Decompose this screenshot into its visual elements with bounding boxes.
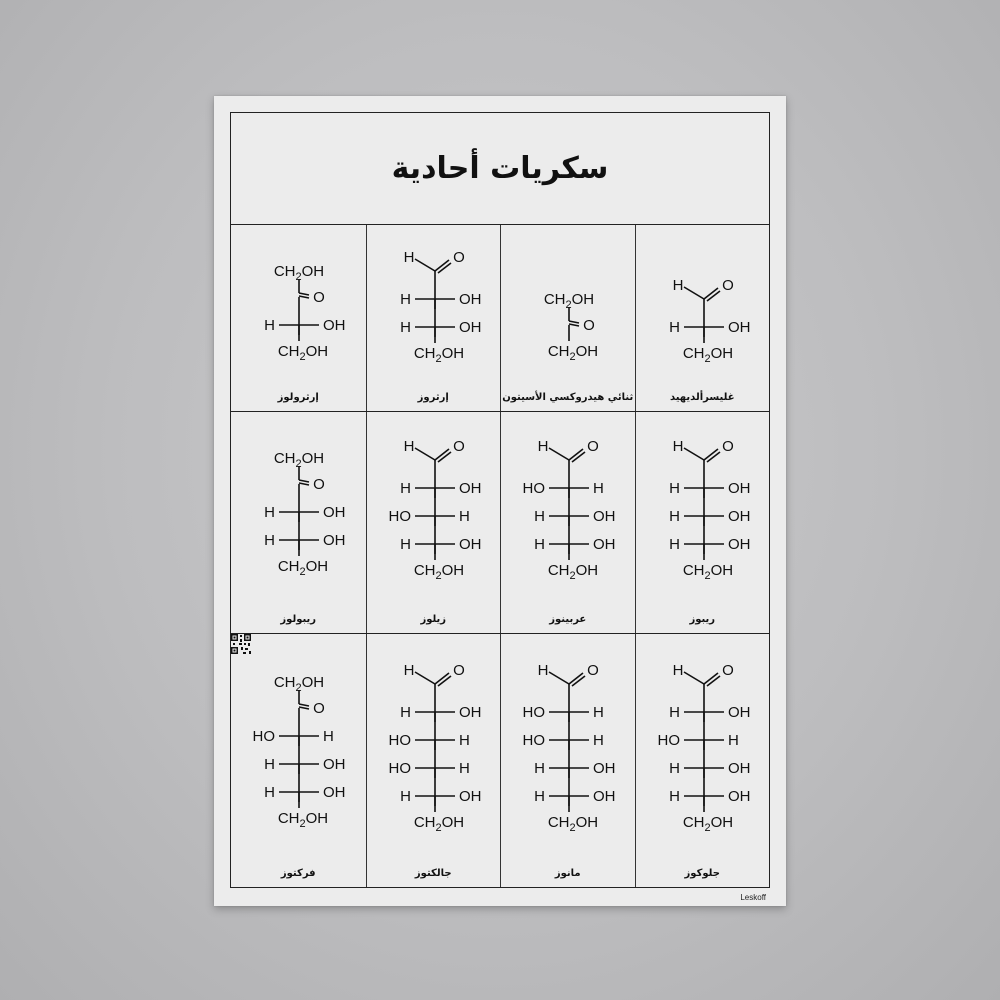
right-substituent-label: OH xyxy=(593,760,616,777)
left-substituent-label: H xyxy=(399,704,411,721)
keto-bond xyxy=(569,321,579,323)
fischer-projection xyxy=(636,225,771,411)
left-substituent-label: H xyxy=(668,536,680,553)
left-substituent-label: HO xyxy=(522,732,545,749)
right-substituent-label: OH xyxy=(727,788,750,805)
aldehyde-bond xyxy=(684,672,704,684)
right-substituent-label: OH xyxy=(323,784,346,801)
right-substituent-label: OH xyxy=(458,536,481,553)
molecule-name: جلوكوز xyxy=(684,868,720,879)
ch2oh-bottom-label: $CH_2OH$ xyxy=(547,814,599,834)
right-substituent-label: OH xyxy=(727,536,750,553)
fischer-projection xyxy=(501,412,636,633)
aldehyde-bond xyxy=(415,672,435,684)
left-substituent-label: H xyxy=(534,536,545,553)
left-substituent-label: H xyxy=(264,784,275,801)
cell-galactose xyxy=(366,634,501,887)
keto-double-bond xyxy=(299,296,309,298)
left-substituent-label: H xyxy=(264,504,275,521)
cell-mannose xyxy=(500,634,635,887)
molecule-name: إرثروز xyxy=(417,392,449,403)
ch2oh-bottom-label: $CH_2OH$ xyxy=(682,562,733,582)
right-substituent-label: OH xyxy=(593,788,616,805)
ch2oh-top-label: $CH_2OH$ xyxy=(543,291,595,311)
right-substituent-label: OH xyxy=(593,536,616,553)
right-substituent-label: OH xyxy=(458,704,481,721)
brand-logo-text: Leskoff xyxy=(740,893,766,902)
left-substituent-label: H xyxy=(264,317,275,334)
molecule-name: جالكتوز xyxy=(414,868,452,879)
fischer-projection xyxy=(231,634,366,887)
ch2oh-bottom-label: $CH_2OH$ xyxy=(277,343,329,363)
aldehyde-bond xyxy=(684,287,704,299)
right-substituent-label: OH xyxy=(727,508,750,525)
row-hexoses xyxy=(231,633,769,887)
left-substituent-label: HO xyxy=(522,704,545,721)
carbonyl-oxygen-label: O xyxy=(452,249,465,266)
ch2oh-bottom-label: $CH_2OH$ xyxy=(547,562,599,582)
left-substituent-label: H xyxy=(668,760,680,777)
aldehyde-bond xyxy=(549,448,569,460)
left-substituent-label: H xyxy=(534,788,545,805)
aldehyde-hydrogen-label: H xyxy=(403,662,414,679)
molecule-name: ريبولوز xyxy=(280,614,317,625)
ch2oh-top-label: $CH_2OH$ xyxy=(273,263,325,283)
fischer-projection xyxy=(367,412,502,633)
left-substituent-label: H xyxy=(534,508,545,525)
keto-double-bond xyxy=(299,707,309,709)
monosaccharides-poster xyxy=(214,96,786,906)
cell-xylose xyxy=(366,412,501,633)
cell-erythrulose xyxy=(231,225,366,411)
right-substituent-label: H xyxy=(458,508,470,525)
ch2oh-bottom-label: $CH_2OH$ xyxy=(413,345,464,365)
aldehyde-bond xyxy=(549,672,569,684)
right-substituent-label: H xyxy=(593,704,604,721)
poster-frame xyxy=(230,112,770,888)
carbonyl-oxygen-label: O xyxy=(721,277,734,294)
ch2oh-bottom-label: $CH_2OH$ xyxy=(682,814,733,834)
aldehyde-hydrogen-label: H xyxy=(403,249,414,266)
left-substituent-label: H xyxy=(399,291,411,308)
right-substituent-label: OH xyxy=(458,291,481,308)
left-substituent-label: H xyxy=(399,788,411,805)
left-substituent-label: H xyxy=(534,760,545,777)
cell-dihydroxyacetone xyxy=(500,225,635,411)
right-substituent-label: OH xyxy=(458,788,481,805)
aldehyde-bond xyxy=(415,259,435,271)
molecule-name: إرثرولوز xyxy=(277,392,319,403)
left-substituent-label: HO xyxy=(657,732,680,749)
fischer-projection xyxy=(501,225,636,411)
keto-bond xyxy=(299,704,309,706)
carbonyl-oxygen-label: O xyxy=(587,438,599,455)
cell-fructose xyxy=(231,634,366,887)
molecule-name: عربينوز xyxy=(549,614,587,625)
keto-double-bond xyxy=(299,483,309,485)
fischer-projection xyxy=(501,634,636,887)
cell-arabinose xyxy=(500,412,635,633)
keto-bond xyxy=(299,480,309,482)
fischer-projection xyxy=(367,634,502,887)
aldehyde-hydrogen-label: H xyxy=(672,277,683,294)
ch2oh-bottom-label: $CH_2OH$ xyxy=(547,343,599,363)
left-substituent-label: HO xyxy=(388,508,411,525)
right-substituent-label: OH xyxy=(458,480,481,497)
cell-glucose xyxy=(635,634,770,887)
left-substituent-label: H xyxy=(668,788,680,805)
keto-oxygen-label: O xyxy=(583,317,595,334)
keto-oxygen-label: O xyxy=(313,289,325,306)
molecule-name: زيلوز xyxy=(420,614,447,625)
ch2oh-top-label: $CH_2OH$ xyxy=(273,450,325,470)
carbonyl-oxygen-label: O xyxy=(452,662,465,679)
left-substituent-label: H xyxy=(668,508,680,525)
molecule-name: ريبوز xyxy=(689,614,716,625)
left-substituent-label: HO xyxy=(388,732,411,749)
aldehyde-hydrogen-label: H xyxy=(672,438,683,455)
aldehyde-hydrogen-label: H xyxy=(537,662,549,679)
right-substituent-label: OH xyxy=(458,319,481,336)
left-substituent-label: H xyxy=(399,536,411,553)
right-substituent-label: OH xyxy=(323,532,346,549)
ch2oh-bottom-label: $CH_2OH$ xyxy=(413,562,464,582)
row-trioses-tetroses xyxy=(231,225,769,411)
cell-ribose xyxy=(635,412,770,633)
left-substituent-label: H xyxy=(668,319,680,336)
fischer-projection xyxy=(367,225,502,411)
fischer-projection xyxy=(636,634,771,887)
poster-title: سكريات أحادية xyxy=(231,113,769,225)
left-substituent-label: H xyxy=(264,756,275,773)
molecule-name: فركتوز xyxy=(280,868,316,879)
cell-ribulose xyxy=(231,412,366,633)
right-substituent-label: OH xyxy=(727,704,750,721)
left-substituent-label: H xyxy=(399,480,411,497)
left-substituent-label: H xyxy=(264,532,275,549)
fischer-projection xyxy=(636,412,771,633)
ch2oh-bottom-label: $CH_2OH$ xyxy=(413,814,464,834)
right-substituent-label: H xyxy=(458,760,470,777)
aldehyde-hydrogen-label: H xyxy=(672,662,683,679)
ch2oh-bottom-label: $CH_2OH$ xyxy=(277,558,329,578)
molecule-name: غليسرألديهيد xyxy=(669,392,735,403)
aldehyde-hydrogen-label: H xyxy=(403,438,414,455)
keto-double-bond xyxy=(569,324,579,326)
ch2oh-bottom-label: $CH_2OH$ xyxy=(682,345,733,365)
left-substituent-label: H xyxy=(668,480,680,497)
ch2oh-top-label: $CH_2OH$ xyxy=(273,674,325,694)
right-substituent-label: H xyxy=(593,732,604,749)
row-pentoses xyxy=(231,411,769,633)
molecule-name: مانوز xyxy=(554,868,581,879)
left-substituent-label: HO xyxy=(522,480,545,497)
right-substituent-label: OH xyxy=(727,480,750,497)
fischer-projection xyxy=(231,225,366,411)
right-substituent-label: H xyxy=(593,480,604,497)
aldehyde-bond xyxy=(684,448,704,460)
carbonyl-oxygen-label: O xyxy=(721,438,734,455)
right-substituent-label: OH xyxy=(593,508,616,525)
right-substituent-label: OH xyxy=(323,756,346,773)
left-substituent-label: HO xyxy=(252,728,275,745)
aldehyde-hydrogen-label: H xyxy=(537,438,549,455)
right-substituent-label: H xyxy=(727,732,739,749)
right-substituent-label: OH xyxy=(323,504,346,521)
right-substituent-label: H xyxy=(458,732,470,749)
carbonyl-oxygen-label: O xyxy=(721,662,734,679)
aldehyde-bond xyxy=(415,448,435,460)
fischer-projection xyxy=(231,412,366,633)
keto-bond xyxy=(299,293,309,295)
left-substituent-label: HO xyxy=(388,760,411,777)
molecule-name: ثنائي هيدروكسي الأسيتون xyxy=(502,392,634,403)
carbonyl-oxygen-label: O xyxy=(587,662,599,679)
right-substituent-label: H xyxy=(323,728,334,745)
right-substituent-label: OH xyxy=(323,317,346,334)
cell-erythrose xyxy=(366,225,501,411)
carbonyl-oxygen-label: O xyxy=(452,438,465,455)
ch2oh-bottom-label: $CH_2OH$ xyxy=(277,810,329,830)
keto-oxygen-label: O xyxy=(313,700,325,717)
left-substituent-label: H xyxy=(668,704,680,721)
keto-oxygen-label: O xyxy=(313,476,325,493)
right-substituent-label: OH xyxy=(727,760,750,777)
left-substituent-label: H xyxy=(399,319,411,336)
cell-glyceraldehyde xyxy=(635,225,770,411)
right-substituent-label: OH xyxy=(727,319,750,336)
